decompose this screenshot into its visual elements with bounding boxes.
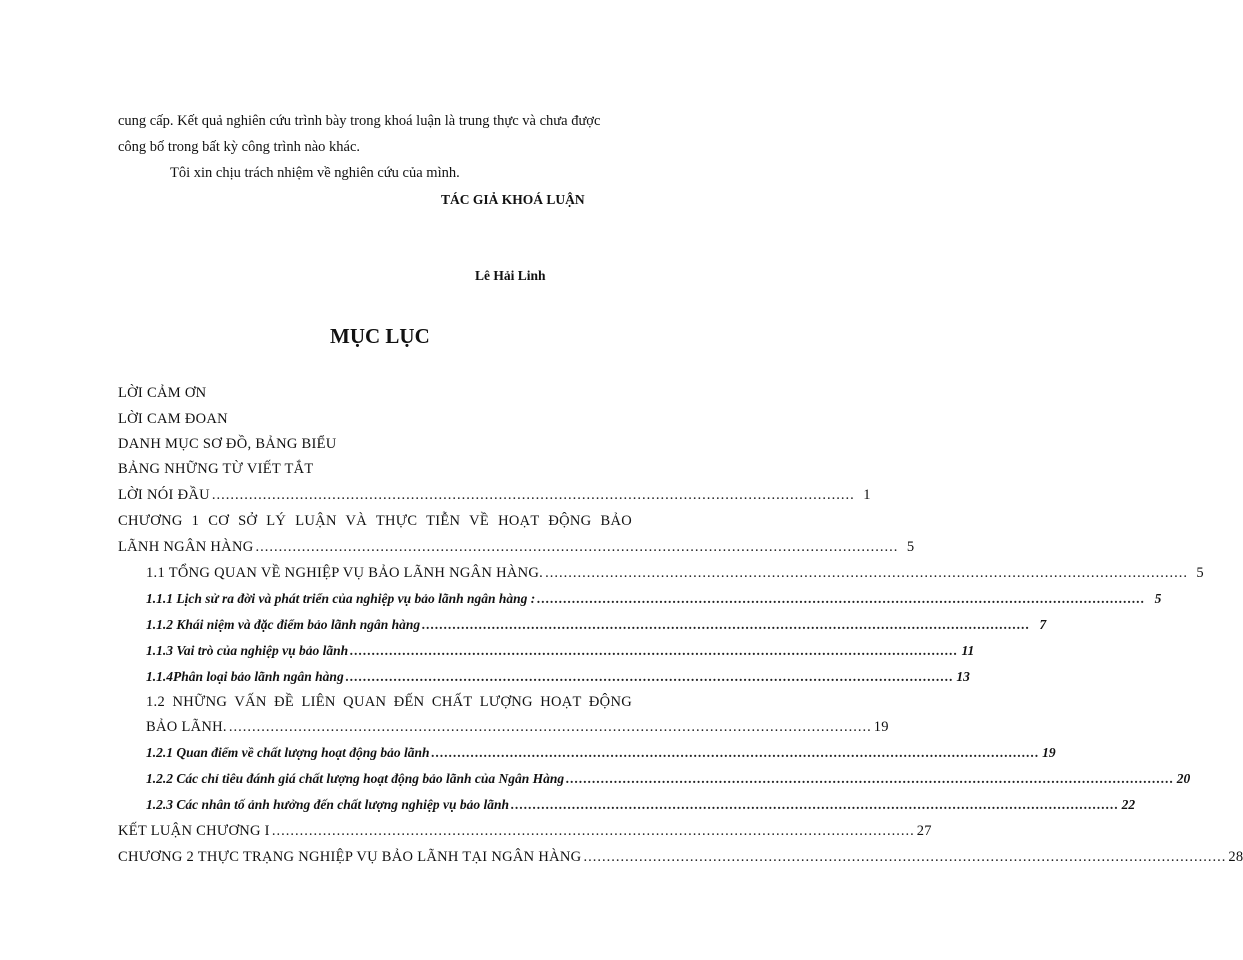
- dot-leader: ...........................................................................................................................................: [511, 797, 1120, 812]
- toc-entry[interactable]: [146, 745, 1056, 761]
- toc-entry-page: 20: [1176, 771, 1191, 786]
- toc-entry-label: BẢO LÃNH.: [146, 719, 227, 735]
- author-name: Lê Hải Linh: [475, 268, 546, 283]
- toc-entry-page: 7: [1039, 617, 1047, 632]
- dot-leader: ...........................................................................................................................................: [583, 849, 1227, 865]
- dot-leader: ...........................................................................................................................................: [566, 771, 1175, 786]
- toc-title: MỤC LỤC: [330, 324, 430, 348]
- toc-entry-label: LÃNH NGÂN HÀNG: [118, 539, 254, 555]
- toc-entry-page: 5: [906, 539, 915, 555]
- toc-entry[interactable]: [118, 823, 932, 840]
- toc-entry-label: 1.2.2 Các chỉ tiêu đánh giá chất lượng hoạt động bảo lãnh của Ngân Hàng: [146, 771, 565, 786]
- dot-leader: ...........................................................................................................................................: [537, 591, 1146, 606]
- toc-item-bang-viet-tat[interactable]: BẢNG NHỮNG TỪ VIẾT TẮT: [118, 461, 314, 477]
- toc-entry[interactable]: [146, 669, 970, 685]
- dot-leader: ...........................................................................................................................................: [271, 823, 915, 839]
- toc-entry[interactable]: [146, 797, 1136, 813]
- toc-entry[interactable]: [146, 771, 1191, 787]
- toc-entry-page: 28: [1228, 849, 1243, 865]
- toc-entry[interactable]: [118, 487, 871, 504]
- toc-entry-label: 1.2.1 Quan điểm về chất lượng hoạt động bảo lãnh: [146, 745, 430, 760]
- dot-leader: ...........................................................................................................................................: [350, 643, 959, 658]
- dot-leader: ...........................................................................................................................................: [228, 719, 872, 735]
- dot-leader: ...........................................................................................................................................: [431, 745, 1040, 760]
- toc-entry-label: KẾT LUẬN CHƯƠNG I: [118, 823, 270, 839]
- dot-leader: ...........................................................................................................................................: [545, 565, 1188, 581]
- toc-entry[interactable]: [146, 617, 1047, 633]
- toc-entry[interactable]: [118, 849, 1243, 866]
- dot-leader: ...........................................................................................................................................: [211, 487, 855, 503]
- toc-entry-label: 1.1 TỔNG QUAN VỀ NGHIỆP VỤ BẢO LÃNH NGÂN HÀNG.: [146, 565, 544, 581]
- toc-entry-page: 13: [956, 669, 970, 684]
- intro-line-1: cung cấp. Kết quả nghiên cứu trình bày trong khoá luận là trung thực và chưa được: [118, 113, 601, 129]
- toc-entry-label: 1.1.2 Khái niệm và đặc điểm bảo lãnh ngân hàng: [146, 617, 421, 632]
- toc-entry[interactable]: [146, 565, 1204, 582]
- toc-item-danh-muc[interactable]: DANH MỤC SƠ ĐỒ, BẢNG BIỂU: [118, 436, 337, 452]
- intro-line-2: công bố trong bất kỳ công trình nào khác.: [118, 139, 361, 155]
- toc-entry-page: 1: [863, 487, 871, 503]
- dot-leader: ...........................................................................................................................................: [422, 617, 1031, 632]
- dot-leader: ...........................................................................................................................................: [345, 669, 954, 684]
- toc-entry-label: 1.1.3 Vai trò của nghiệp vụ bảo lãnh: [146, 643, 349, 658]
- author-title: TÁC GIẢ KHOÁ LUẬN: [441, 192, 585, 207]
- toc-entry-label: 1.1.4Phân loại bảo lãnh ngân hàng: [146, 669, 344, 684]
- toc-item-loi-cam-doan[interactable]: LỜI CAM ĐOAN: [118, 411, 228, 427]
- toc-item-loi-cam-on[interactable]: LỜI CẢM ƠN: [118, 385, 207, 401]
- toc-entry-chapter1-line1[interactable]: CHƯƠNG 1 CƠ SỞ LÝ LUẬN VÀ THỰC TIỄN VỀ HOẠT ĐỘNG BẢO: [118, 513, 632, 529]
- toc-entry-label: 1.2.3 Các nhân tố ảnh hưởng đến chất lượng nghiệp vụ bảo lãnh: [146, 797, 510, 812]
- toc-entry-page: 22: [1121, 797, 1136, 812]
- dot-leader: ...........................................................................................................................................: [255, 539, 899, 555]
- toc-entry-page: 19: [873, 719, 889, 735]
- toc-entry-page: 11: [961, 643, 975, 658]
- toc-entry-1-2-line1[interactable]: 1.2 NHỮNG VẤN ĐỀ LIÊN QUAN ĐẾN CHẤT LƯỢNG HOẠT ĐỘNG: [146, 694, 632, 710]
- toc-entry-label: LỜI NÓI ĐẦU: [118, 487, 210, 503]
- toc-entry-label: 1.1.1 Lịch sử ra đời và phát triển của nghiệp vụ bảo lãnh ngân hàng :: [146, 591, 536, 606]
- toc-entry[interactable]: [118, 539, 915, 556]
- toc-entry[interactable]: [146, 719, 889, 736]
- toc-entry[interactable]: [146, 591, 1162, 607]
- toc-entry-page: 5: [1196, 565, 1204, 581]
- toc-entry[interactable]: [146, 643, 975, 659]
- toc-entry-page: 19: [1042, 745, 1056, 760]
- intro-line-3: Tôi xin chịu trách nhiệm về nghiên cứu của mình.: [170, 165, 460, 181]
- toc-entry-page: 5: [1154, 591, 1162, 606]
- toc-entry-page: 27: [916, 823, 932, 839]
- toc-entry-label: CHƯƠNG 2 THỰC TRẠNG NGHIỆP VỤ BẢO LÃNH TẠI NGÂN HÀNG: [118, 849, 582, 865]
